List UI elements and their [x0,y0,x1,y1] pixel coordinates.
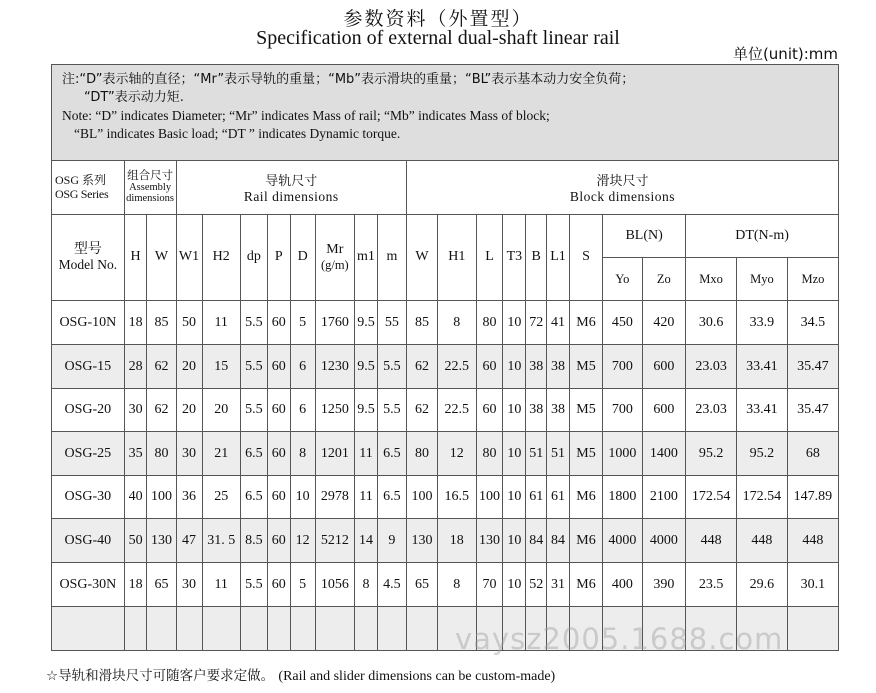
note-cn-line2: “DT”表示动力矩. [84,90,184,105]
table-cell: 10 [503,475,526,519]
table-cell: 34.5 [787,300,838,345]
col-header-m1: m1 [355,214,378,300]
table-cell: 30.1 [787,562,838,607]
table-cell: 52 [526,562,547,607]
table-cell: 23.5 [686,562,737,607]
header-row-columns [52,214,839,258]
table-cell: 62 [147,388,176,432]
table-row [52,432,839,476]
rail-dimensions-header [176,161,406,215]
table-cell: 700 [603,345,642,389]
table-cell: 84 [526,519,547,563]
table-cell: 10 [503,432,526,476]
table-cell: 2978 [315,475,354,519]
col-header-W1: W1 [176,214,202,300]
table-cell: 80 [476,300,503,345]
table-cell: 8 [438,562,476,607]
table-cell: M5 [569,388,602,432]
empty-cell [355,607,378,651]
model-header [52,214,125,300]
table-cell: 130 [476,519,503,563]
table-cell: 35.47 [787,388,838,432]
table-cell: 448 [686,519,737,563]
rail-header-en: Rail dimensions [243,188,339,204]
table-cell: 100 [147,475,176,519]
col-header-H2: H2 [202,214,240,300]
table-cell: 30 [124,388,147,432]
assembly-header-en1: Assembly [129,181,172,193]
table-cell: 172.54 [686,475,737,519]
col-header-H: H [124,214,147,300]
table-cell: 51 [547,432,570,476]
table-cell: 38 [526,388,547,432]
table-cell: 31. 5 [202,519,240,563]
table-cell: M5 [569,345,602,389]
table-cell: 11 [355,475,378,519]
table-cell: 80 [147,432,176,476]
footer-note-en: (Rail and slider dimensions can be custom-made) [278,669,556,684]
note-en-line1: Note: “D” indicates Diameter; “Mr” indicates Mass of rail; “Mb” indicates Mass of block; [62,108,550,123]
table-cell: 10 [290,475,315,519]
table-cell: 25 [202,475,240,519]
table-cell: M6 [569,475,602,519]
table-cell: 33.41 [737,345,788,389]
empty-cell [176,607,202,651]
table-cell: 33.9 [737,300,788,345]
table-cell: 10 [503,562,526,607]
col-header-block-W: W [406,214,437,300]
table-cell: 450 [603,300,642,345]
col-header-Mr [315,214,354,300]
empty-cell [124,607,147,651]
header-row-groups [52,161,839,215]
note-en-line2: “BL” indicates Basic load; “DT ” indicates Dynamic torque. [74,126,401,141]
table-cell: 11 [202,300,240,345]
table-cell: 31 [547,562,570,607]
table-cell: 700 [603,388,642,432]
table-cell: 55 [377,300,406,345]
table-cell: M5 [569,432,602,476]
table-cell: 30 [176,562,202,607]
footer-note [46,664,555,685]
table-cell: 130 [147,519,176,563]
table-cell: 60 [476,388,503,432]
table-cell: 38 [547,345,570,389]
table-cell: 5.5 [240,562,267,607]
col-header-B: B [526,214,547,300]
table-cell: 80 [476,432,503,476]
col-header-dp: dp [240,214,267,300]
table-cell: 6.5 [377,432,406,476]
table-cell: 15 [202,345,240,389]
table-cell: 62 [406,345,437,389]
table-cell: 5212 [315,519,354,563]
model-cell: OSG-30 [52,475,125,519]
table-cell: 10 [503,300,526,345]
table-cell: 72 [526,300,547,345]
model-cell: OSG-15 [52,345,125,389]
table-cell: M6 [569,562,602,607]
col-header-DT: DT(N-m) [686,214,839,258]
table-cell: 41 [547,300,570,345]
table-cell: 1056 [315,562,354,607]
table-row [52,519,839,563]
table-cell: 23.03 [686,345,737,389]
series-header-en: OSG Series [55,187,109,202]
table-cell: 130 [406,519,437,563]
table-cell: 22.5 [438,388,476,432]
table-cell: 20 [176,345,202,389]
unit-label: 单位(unit):mm [732,45,838,63]
table-cell: 62 [147,345,176,389]
table-cell: 2100 [642,475,686,519]
table-cell: 10 [503,388,526,432]
col-header-D: D [290,214,315,300]
table-cell: 60 [476,345,503,389]
table-cell: 36 [176,475,202,519]
table-cell: 95.2 [737,432,788,476]
table-cell: 35 [124,432,147,476]
table-row [52,475,839,519]
title-chinese: 参数资料（外置型） [343,8,533,30]
note-cn-line1: 注:“D”表示轴的直径；“Mr”表示导轨的重量；“Mb”表示滑块的重量；“BL”表示基本动力安全负荷； [62,72,635,87]
table-cell: 68 [787,432,838,476]
model-cell: OSG-25 [52,432,125,476]
table-cell: 20 [202,388,240,432]
model-cell: OSG-20 [52,388,125,432]
col-header-Mxo: Mxo [686,258,737,301]
table-cell: 5.5 [377,345,406,389]
table-cell: 100 [476,475,503,519]
model-cell: OSG-40 [52,519,125,563]
rail-header-cn: 导轨尺寸 [265,173,318,189]
table-cell: 95.2 [686,432,737,476]
table-cell: 33.41 [737,388,788,432]
table-cell: 5.5 [377,388,406,432]
assembly-header-cn: 组合尺寸 [127,169,174,182]
table-cell: 10 [503,519,526,563]
table-cell: 100 [406,475,437,519]
table-cell: 420 [642,300,686,345]
table-cell: 60 [267,475,290,519]
assembly-header [124,161,176,215]
col-header-BL: BL(N) [603,214,686,258]
table-cell: 12 [290,519,315,563]
table-cell: 1250 [315,388,354,432]
table-cell: 70 [476,562,503,607]
col-header-H1: H1 [438,214,476,300]
table-row [52,562,839,607]
table-cell: 16.5 [438,475,476,519]
table-row [52,345,839,389]
table-cell: 5.5 [240,300,267,345]
table-cell: 1201 [315,432,354,476]
table-body [52,300,839,607]
model-cell: OSG-10N [52,300,125,345]
footer-note-cn: ☆导轨和滑块尺寸可随客户要求定做。 [46,668,275,684]
table-row [52,300,839,345]
empty-cell [147,607,176,651]
table-cell: 6 [290,388,315,432]
table-cell: 11 [355,432,378,476]
col-header-m: m [377,214,406,300]
table-cell: 1800 [603,475,642,519]
table-cell: 5.5 [240,345,267,389]
table-cell: 1230 [315,345,354,389]
table-cell: 6 [290,345,315,389]
empty-cell [406,607,437,651]
table-cell: 5 [290,562,315,607]
table-cell: 12 [438,432,476,476]
watermark-text: vaysz2005.1688.com [455,622,784,656]
spec-table-wrapper [51,64,839,651]
table-cell: 172.54 [737,475,788,519]
table-cell: 60 [267,345,290,389]
col-header-T3: T3 [503,214,526,300]
table-cell: 38 [526,345,547,389]
table-cell: 8 [290,432,315,476]
table-cell: 60 [267,432,290,476]
table-cell: 9.5 [355,345,378,389]
col-header-P: P [267,214,290,300]
col-header-Mr-unit: (g/m) [320,257,349,272]
table-cell: 60 [267,562,290,607]
table-cell: 28 [124,345,147,389]
table-cell: 6.5 [377,475,406,519]
col-header-Mzo: Mzo [787,258,838,301]
table-cell: 1000 [603,432,642,476]
block-header-en: Block dimensions [569,188,676,204]
empty-cell [315,607,354,651]
table-cell: 50 [124,519,147,563]
table-cell: 61 [547,475,570,519]
empty-cell [202,607,240,651]
table-cell: 448 [737,519,788,563]
table-cell: 400 [603,562,642,607]
notes-row [52,65,839,161]
table-cell: 4.5 [377,562,406,607]
model-header-en: Model No. [58,257,118,273]
col-header-L: L [476,214,503,300]
table-cell: 22.5 [438,345,476,389]
table-cell: 29.6 [737,562,788,607]
table-cell: 5 [290,300,315,345]
spec-table [51,64,839,651]
table-cell: 9.5 [355,388,378,432]
table-cell: 18 [124,562,147,607]
block-dimensions-header [406,161,838,215]
table-cell: 147.89 [787,475,838,519]
table-cell: 448 [787,519,838,563]
table-cell: 9.5 [355,300,378,345]
table-cell: 6.5 [240,475,267,519]
empty-cell [377,607,406,651]
table-cell: 390 [642,562,686,607]
col-header-Zo: Zo [642,258,686,301]
table-cell: 30.6 [686,300,737,345]
table-cell: 5.5 [240,388,267,432]
series-header [52,161,125,215]
empty-cell [290,607,315,651]
table-cell: 85 [406,300,437,345]
table-cell: 1400 [642,432,686,476]
table-cell: 4000 [642,519,686,563]
col-header-Yo: Yo [603,258,642,301]
col-header-L1: L1 [547,214,570,300]
table-cell: 62 [406,388,437,432]
model-cell: OSG-30N [52,562,125,607]
table-cell: 38 [547,388,570,432]
col-header-W: W [147,214,176,300]
table-cell: 84 [547,519,570,563]
table-cell: 10 [503,345,526,389]
model-header-cn: 型号 [73,241,102,258]
table-cell: 4000 [603,519,642,563]
table-cell: 30 [176,432,202,476]
table-cell: M6 [569,300,602,345]
table-cell: 18 [124,300,147,345]
table-cell: 61 [526,475,547,519]
table-cell: 65 [147,562,176,607]
table-cell: 80 [406,432,437,476]
table-cell: 60 [267,388,290,432]
table-cell: 35.47 [787,345,838,389]
table-cell: 23.03 [686,388,737,432]
series-header-cn: OSG 系列 [55,173,107,188]
table-cell: 600 [642,388,686,432]
col-header-S: S [569,214,602,300]
block-header-cn: 滑块尺寸 [596,173,649,189]
table-cell: 14 [355,519,378,563]
col-header-Mr-label: Mr [326,241,344,257]
table-cell: 50 [176,300,202,345]
table-cell: 85 [147,300,176,345]
col-header-Myo: Myo [737,258,788,301]
table-cell: 11 [202,562,240,607]
notes-cell [52,65,839,161]
table-cell: 47 [176,519,202,563]
empty-cell [52,607,125,651]
table-cell: 51 [526,432,547,476]
table-cell: 6.5 [240,432,267,476]
table-cell: 1760 [315,300,354,345]
table-cell: 60 [267,300,290,345]
empty-cell [787,607,838,651]
table-cell: 600 [642,345,686,389]
table-cell: 18 [438,519,476,563]
title-english: Specification of external dual-shaft linear rail [256,27,620,49]
empty-cell [267,607,290,651]
table-cell: 65 [406,562,437,607]
table-cell: 9 [377,519,406,563]
assembly-header-en2: dimensions [126,192,175,204]
table-cell: 40 [124,475,147,519]
table-cell: 21 [202,432,240,476]
table-cell: M6 [569,519,602,563]
table-cell: 8 [355,562,378,607]
table-cell: 20 [176,388,202,432]
empty-cell [240,607,267,651]
table-cell: 60 [267,519,290,563]
table-cell: 8 [438,300,476,345]
table-row [52,388,839,432]
table-cell: 8.5 [240,519,267,563]
